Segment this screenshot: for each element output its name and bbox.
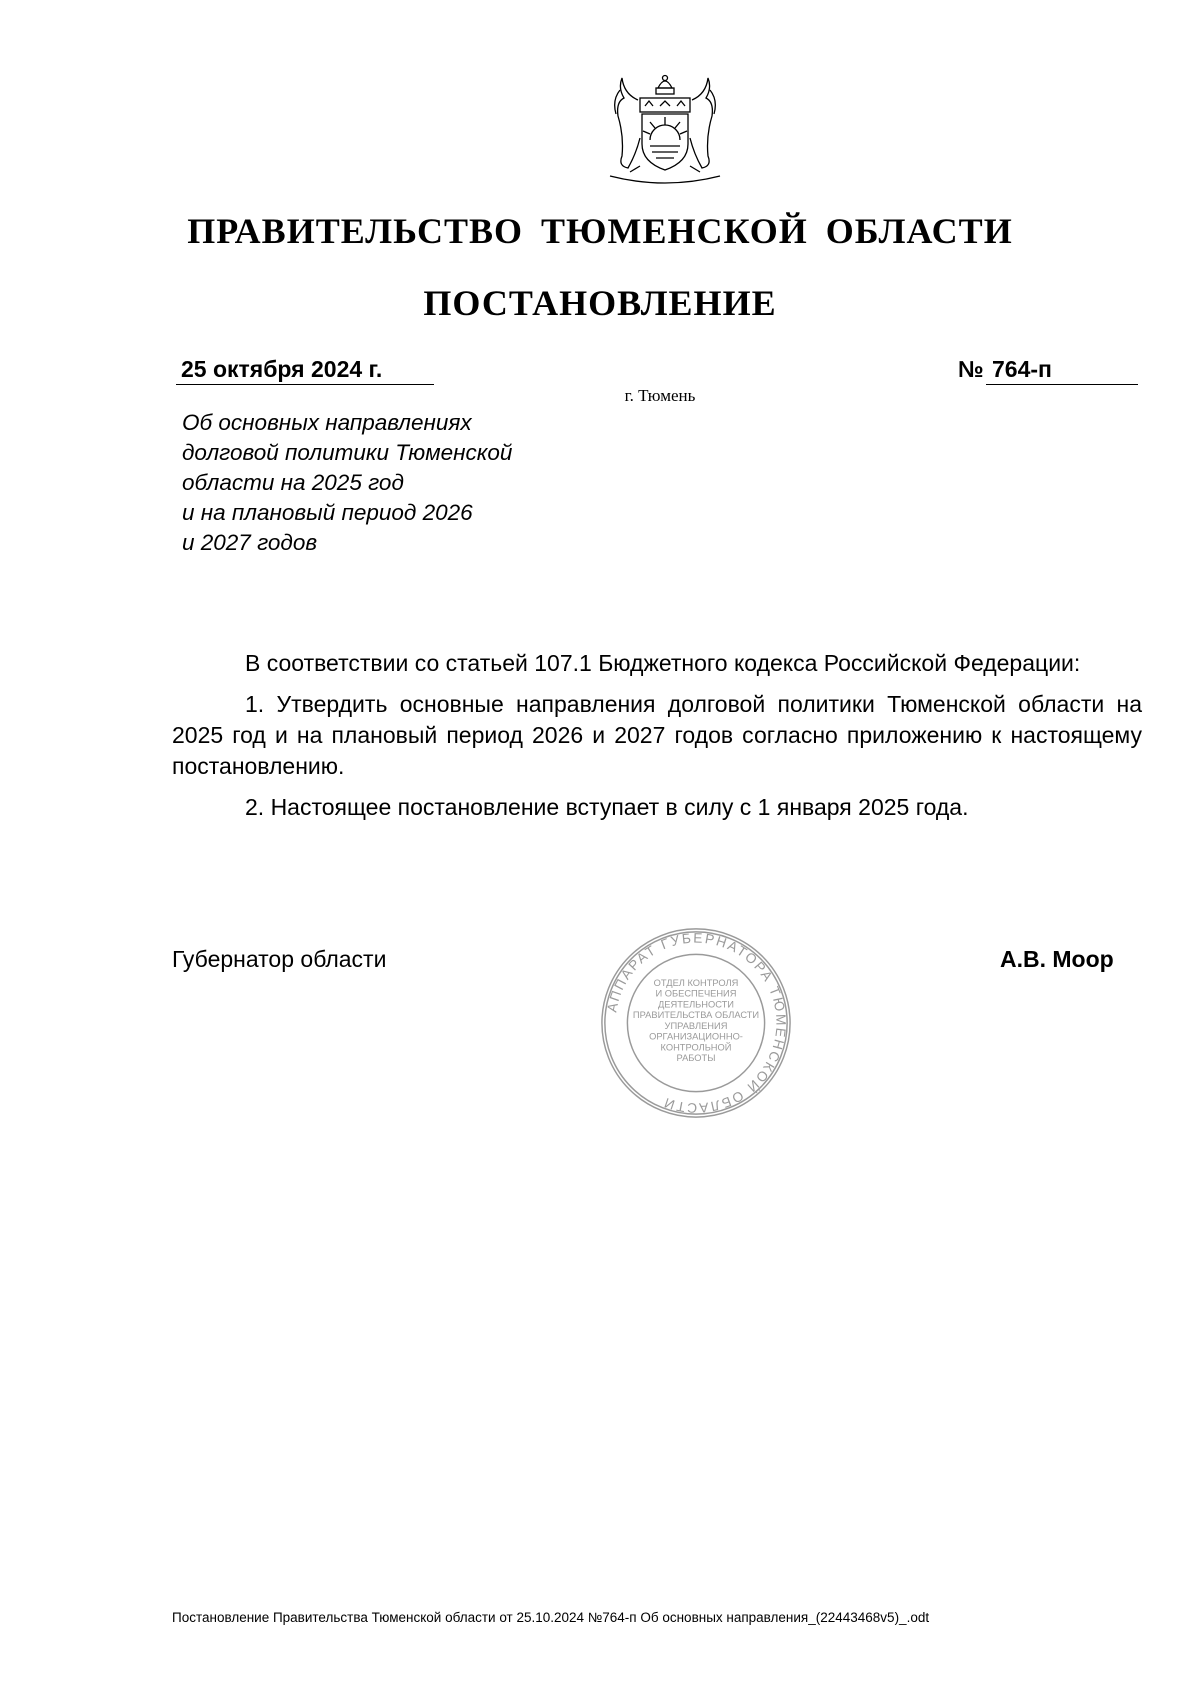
body-paragraph: В соответствии со статьей 107.1 Бюджетного кодекса Российской Федерации:: [245, 650, 1081, 676]
official-stamp: [598, 925, 794, 1121]
document-subject: [182, 408, 602, 558]
document-footer: Постановление Правительства Тюменской области от 25.10.2024 №764-п Об основных направления_(22443468v5)_.odt: [172, 1610, 930, 1625]
stamp-inner-line: ОРГАНИЗАЦИОННО-: [649, 1031, 743, 1042]
subject-line: Об основных направлениях: [182, 410, 472, 435]
stamp-inner-line: РАБОТЫ: [676, 1053, 716, 1064]
document-number: 764-п: [986, 354, 1138, 385]
coat-of-arms-icon: [590, 70, 740, 190]
body-paragraph: 1. Утвердить основные направления долговой политики Тюменской области на 2025 год и на плановый период 2026 и 2027 годов согласно приложению к настоящему постановлению.: [172, 691, 1142, 779]
signatory-name: А.В. Моор: [1000, 946, 1114, 972]
subject-line: области на 2025 год: [182, 470, 404, 495]
subject-line: долговой политики Тюменской: [182, 440, 513, 465]
stamp-inner-line: ОТДЕЛ КОНТРОЛЯ: [653, 977, 739, 988]
stamp-outer-text: АППАРАТ ГУБЕРНАТОРА ТЮМЕНСКОЙ ОБЛАСТИ: [604, 930, 789, 1116]
stamp-inner-line: И ОБЕСПЕЧЕНИЯ: [655, 988, 737, 999]
signatory-role: Губернатор области: [172, 946, 387, 972]
document-body: [172, 648, 1142, 833]
stamp-inner-line: ДЕЯТЕЛЬНОСТИ: [657, 999, 735, 1010]
document-type-title: ПОСТАНОВЛЕНИЕ: [423, 283, 777, 323]
organization-title: ПРАВИТЕЛЬСТВО ТЮМЕНСКОЙ ОБЛАСТИ: [187, 211, 1013, 251]
subject-line: и 2027 годов: [182, 530, 318, 555]
stamp-inner-line: ПРАВИТЕЛЬСТВА ОБЛАСТИ: [632, 1010, 760, 1021]
stamp-inner-line: УПРАВЛЕНИЯ: [664, 1020, 728, 1031]
city-label: г. Тюмень: [624, 386, 696, 405]
stamp-inner-line: КОНТРОЛЬНОЙ: [660, 1042, 732, 1053]
number-sign: №: [958, 356, 984, 382]
document-date: 25 октября 2024 г.: [176, 354, 434, 385]
subject-line: и на плановый период 2026: [182, 500, 473, 525]
body-paragraph: 2. Настоящее постановление вступает в силу с 1 января 2025 года.: [245, 794, 969, 820]
